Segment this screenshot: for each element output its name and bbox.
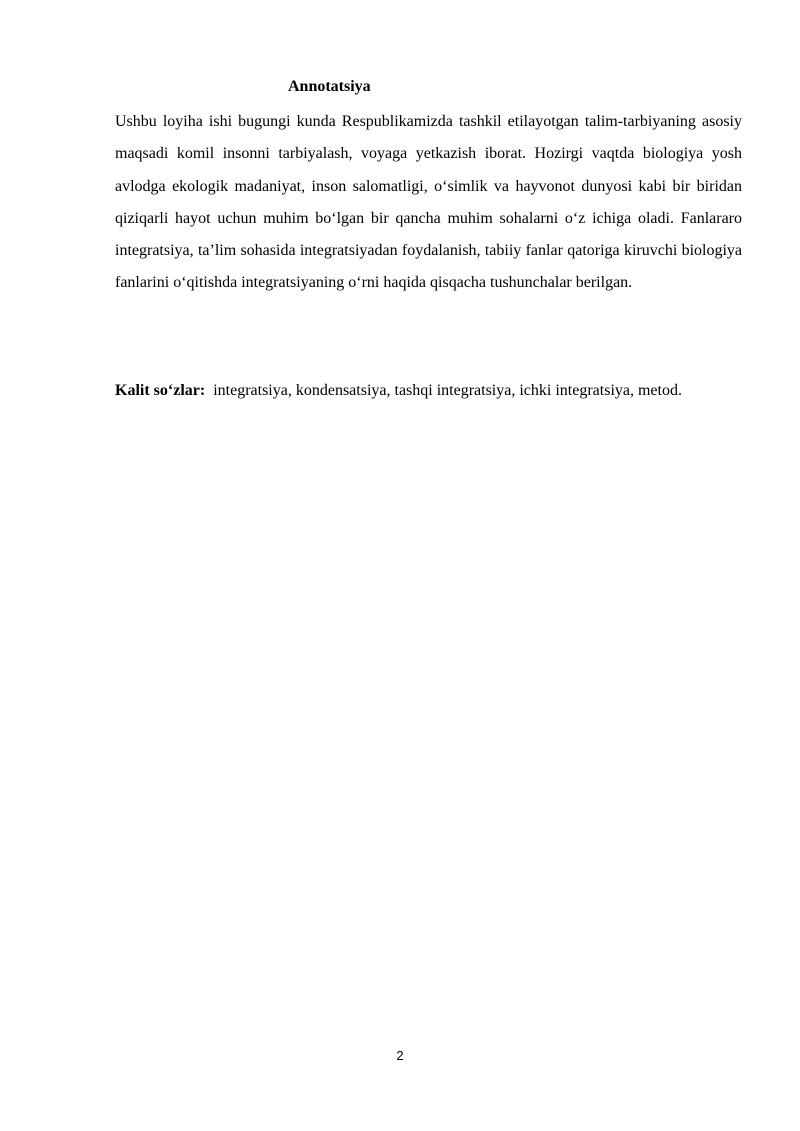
page-number: 2	[396, 1048, 404, 1063]
abstract-paragraph: Ushbu loyiha ishi bugungi kunda Respublikamizda tashkil etilayotgan talim-tarbiyaning asosiy maqsadi komil insonni tarbiyalash, voyaga yetkazish iborat. Hozirgi vaqtda biologiya yosh avlodga ekologik madaniyat, inson salomatligi, o‘simlik va hayvonot dunyosi kabi bir biridan qiziqarli hayot uchun muhim bo‘lgan bir qancha muhim sohalarni o‘z ichiga oladi. Fanlararo integratsiya, ta’lim sohasida integratsiyadan foydalanish, tabiiy fanlar qatoriga kiruvchi biologiya fanlarini o‘qitishda integratsiyaning o‘rni haqida qisqacha tushunchalar berilgan.	[115, 113, 742, 292]
keywords-label: Kalit so‘zlar:	[115, 382, 206, 399]
keywords-paragraph	[115, 381, 742, 401]
keywords-list: integratsiya, kondensatsiya, tashqi integratsiya, ichki integratsiya, metod.	[213, 382, 682, 399]
abstract-heading: Annotatsiya	[288, 78, 371, 95]
